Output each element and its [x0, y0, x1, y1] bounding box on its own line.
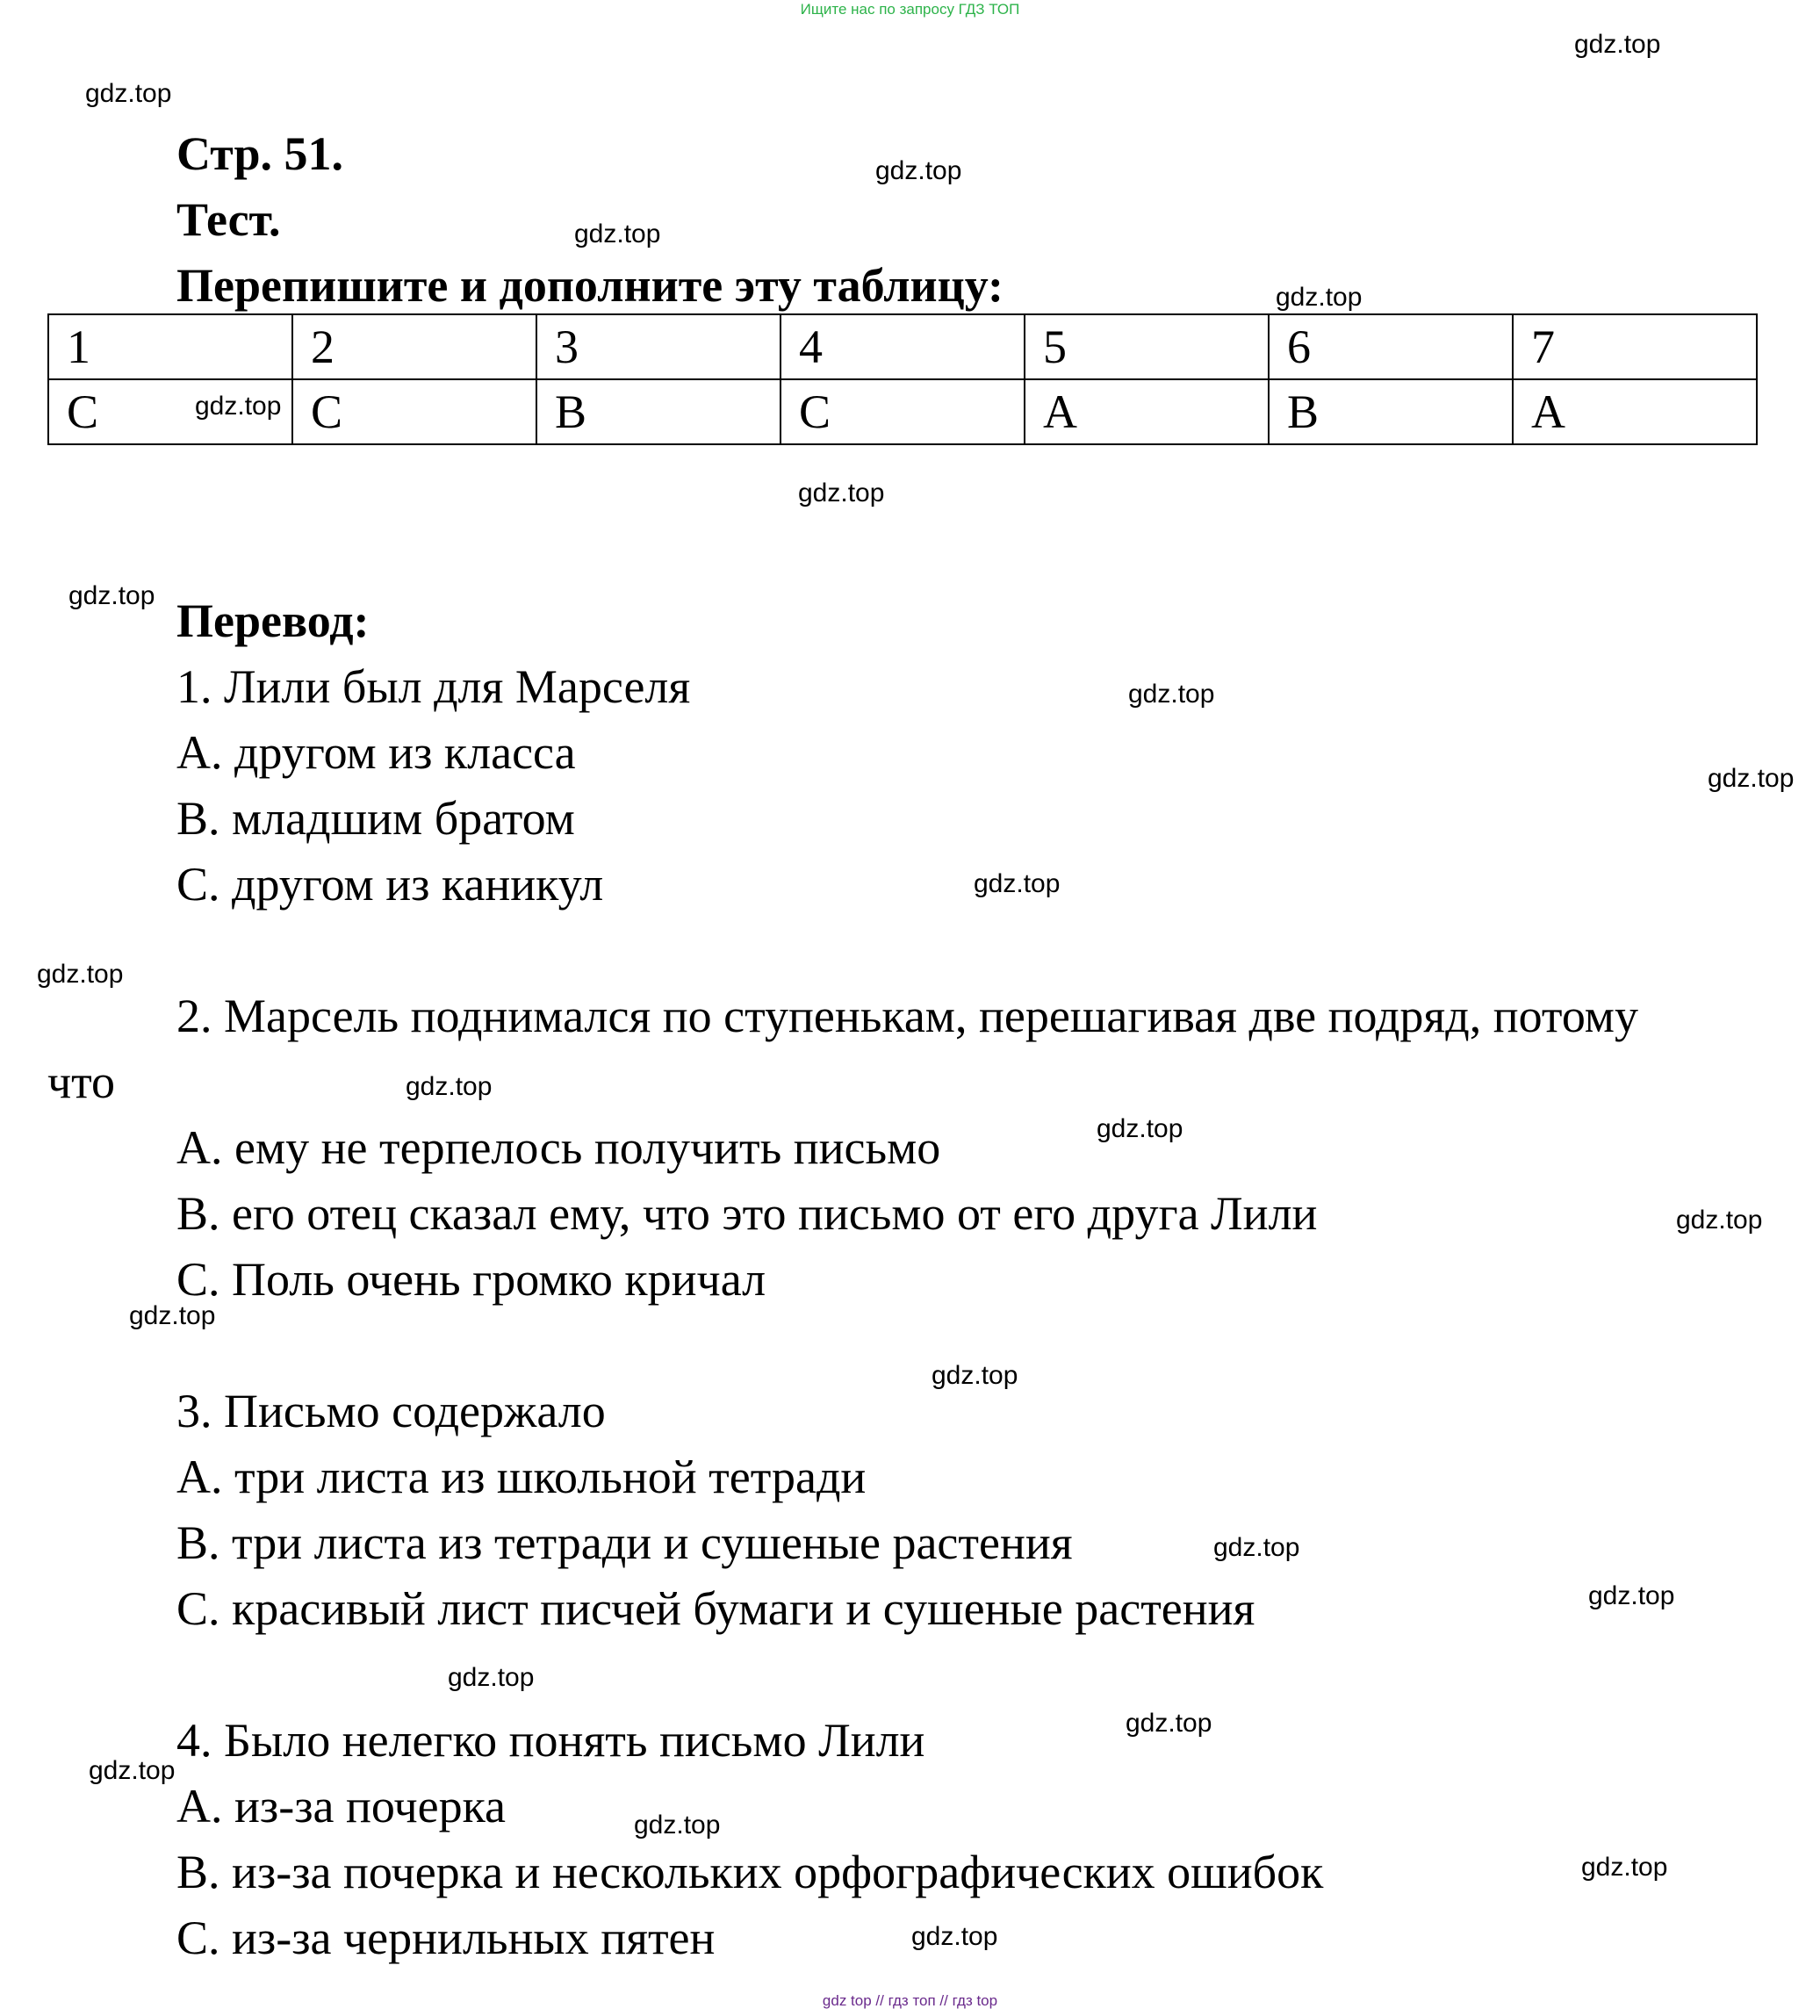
- q2-question-continued: что: [47, 1055, 116, 1108]
- table-row-numbers: [48, 314, 1757, 379]
- watermark: gdz.top: [1708, 764, 1795, 793]
- watermark: gdz.top: [406, 1072, 493, 1101]
- table-cell: C: [292, 379, 536, 444]
- page-number-heading: Стр. 51.: [176, 127, 344, 180]
- watermark: gdz.top: [1128, 680, 1215, 709]
- watermark: gdz.top: [195, 392, 282, 421]
- q2-option-b: B. его отец сказал ему, что это письмо от его друга Лили: [176, 1187, 1318, 1240]
- table-row-answers: [48, 379, 1757, 444]
- watermark: gdz.top: [1213, 1533, 1300, 1562]
- q3-option-c: C. красивый лист писчей бумаги и сушеные растения: [176, 1582, 1255, 1635]
- table-cell: 3: [536, 314, 781, 379]
- table-cell: B: [1269, 379, 1513, 444]
- watermark: gdz.top: [37, 960, 124, 989]
- watermark: gdz.top: [974, 869, 1061, 898]
- table-cell: 2: [292, 314, 536, 379]
- table-cell: 6: [1269, 314, 1513, 379]
- watermark: gdz.top: [1581, 1853, 1668, 1882]
- table-cell: 1: [48, 314, 292, 379]
- watermark: gdz.top: [1097, 1114, 1183, 1143]
- translation-heading: Перевод:: [176, 594, 370, 647]
- table-cell: B: [536, 379, 781, 444]
- q4-question: 4. Было нелегко понять письмо Лили: [176, 1714, 925, 1767]
- q3-option-b: B. три листа из тетради и сушеные растения: [176, 1516, 1073, 1569]
- q2-question: 2. Марсель поднимался по ступенькам, перешагивая две подряд, потому: [176, 990, 1638, 1042]
- watermark: gdz.top: [634, 1811, 721, 1840]
- watermark: gdz.top: [1126, 1709, 1212, 1738]
- watermark: gdz.top: [932, 1361, 1018, 1390]
- q1-option-a: A. другом из класса: [176, 726, 576, 779]
- task-heading: Перепишите и дополните эту таблицу:: [176, 259, 1004, 312]
- watermark: gdz.top: [1676, 1206, 1763, 1235]
- q4-option-b: B. из-за почерка и нескольких орфографических ошибок: [176, 1846, 1324, 1898]
- watermark: gdz.top: [129, 1301, 216, 1330]
- table-cell: A: [1513, 379, 1757, 444]
- watermark: gdz.top: [574, 220, 661, 248]
- top-banner: Ищите нас по запросу ГДЗ ТОП: [800, 1, 1020, 18]
- table-cell: A: [1025, 379, 1269, 444]
- q4-option-c: C. из-за чернильных пятен: [176, 1912, 716, 1964]
- table-cell: 4: [781, 314, 1025, 379]
- table-cell: C: [781, 379, 1025, 444]
- watermark: gdz.top: [1276, 283, 1363, 312]
- test-heading: Тест.: [176, 193, 281, 246]
- q2-option-a: A. ему не терпелось получить письмо: [176, 1121, 941, 1174]
- watermark: gdz.top: [448, 1663, 535, 1692]
- q1-option-c: C. другом из каникул: [176, 858, 604, 911]
- watermark: gdz.top: [89, 1756, 176, 1785]
- watermark: gdz.top: [85, 79, 172, 108]
- watermark: gdz.top: [1588, 1581, 1675, 1610]
- q4-option-a: A. из-за почерка: [176, 1780, 507, 1832]
- footer: gdz top // гдз топ // гдз top: [822, 1992, 998, 2009]
- q3-option-a: A. три листа из школьной тетради: [176, 1451, 867, 1503]
- q1-option-b: B. младшим братом: [176, 792, 575, 845]
- watermark: gdz.top: [1574, 30, 1661, 59]
- watermark: gdz.top: [68, 581, 155, 610]
- watermark: gdz.top: [798, 479, 885, 508]
- q3-question: 3. Письмо содержало: [176, 1385, 606, 1437]
- table-cell: C: [48, 379, 292, 444]
- table-cell: 7: [1513, 314, 1757, 379]
- watermark: gdz.top: [875, 156, 962, 185]
- q2-option-c: C. Поль очень громко кричал: [176, 1253, 766, 1306]
- watermark: gdz.top: [911, 1922, 998, 1951]
- answer-table: [47, 313, 1758, 445]
- q1-question: 1. Лили был для Марселя: [176, 660, 691, 713]
- table-cell: 5: [1025, 314, 1269, 379]
